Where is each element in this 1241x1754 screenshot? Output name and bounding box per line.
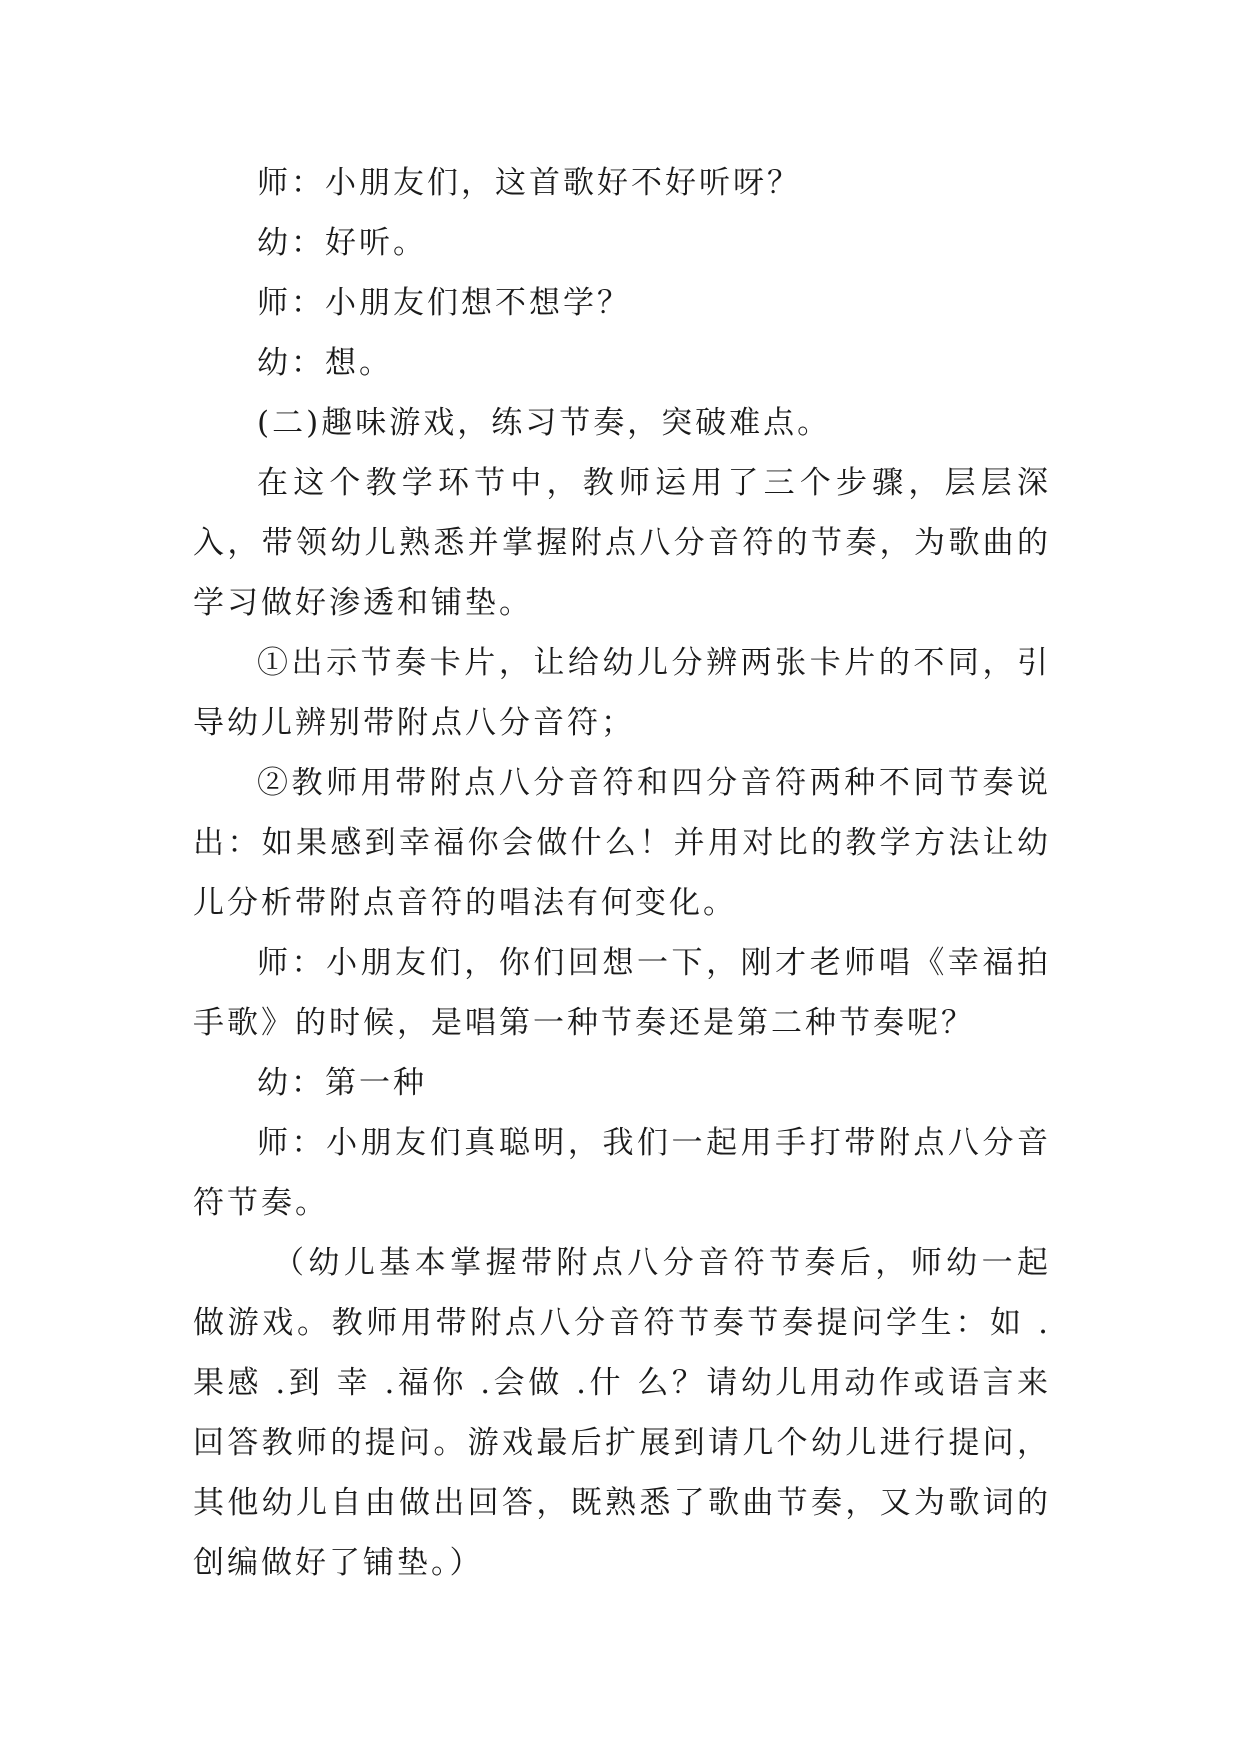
document-body xyxy=(193,153,1051,1593)
paragraph-teacher-question-2: 师：小朋友们想不想学？ xyxy=(257,285,631,321)
paragraph-child-answer-1: 幼：好听。 xyxy=(257,225,427,261)
paragraph-game-description: （幼儿基本掌握带附点八分音符节奏后，师幼一起做游戏。教师用带附点八分音符节奏节奏提问学生：如 .果感 .到 幸 .福你 .会做 .什 么？请幼儿用动作或语言来回答教师的提问。游戏最后扩展到请几个幼儿进行提问，其他幼儿自由做出回答，既熟悉了歌曲节奏，又为歌词的创编做好了铺垫。） xyxy=(193,1245,1051,1581)
paragraph-teacher-question-3: 师：小朋友们，你们回想一下，刚才老师唱《幸福拍手歌》的时候，是唱第一种节奏还是第二种节奏呢？ xyxy=(193,945,1051,1041)
paragraph-child-answer-3: 幼：第一种 xyxy=(257,1065,427,1101)
paragraph-teacher-praise: 师：小朋友们真聪明，我们一起用手打带附点八分音符节奏。 xyxy=(193,1125,1051,1221)
section-heading-2: (二)趣味游戏，练习节奏，突破难点。 xyxy=(257,405,832,441)
paragraph-teaching-steps: 在这个教学环节中，教师运用了三个步骤，层层深入，带领幼儿熟悉并掌握附点八分音符的节奏，为歌曲的学习做好渗透和铺垫。 xyxy=(193,465,1051,621)
paragraph-teacher-question-1: 师：小朋友们，这首歌好不好听呀？ xyxy=(257,165,801,201)
paragraph-step-1: ①出示节奏卡片，让给幼儿分辨两张卡片的不同，引导幼儿辨别带附点八分音符； xyxy=(193,645,1051,741)
paragraph-child-answer-2: 幼：想。 xyxy=(257,345,393,381)
paragraph-step-2: ②教师用带附点八分音符和四分音符两种不同节奏说出：如果感到幸福你会做什么！并用对比的教学方法让幼儿分析带附点音符的唱法有何变化。 xyxy=(193,765,1051,921)
